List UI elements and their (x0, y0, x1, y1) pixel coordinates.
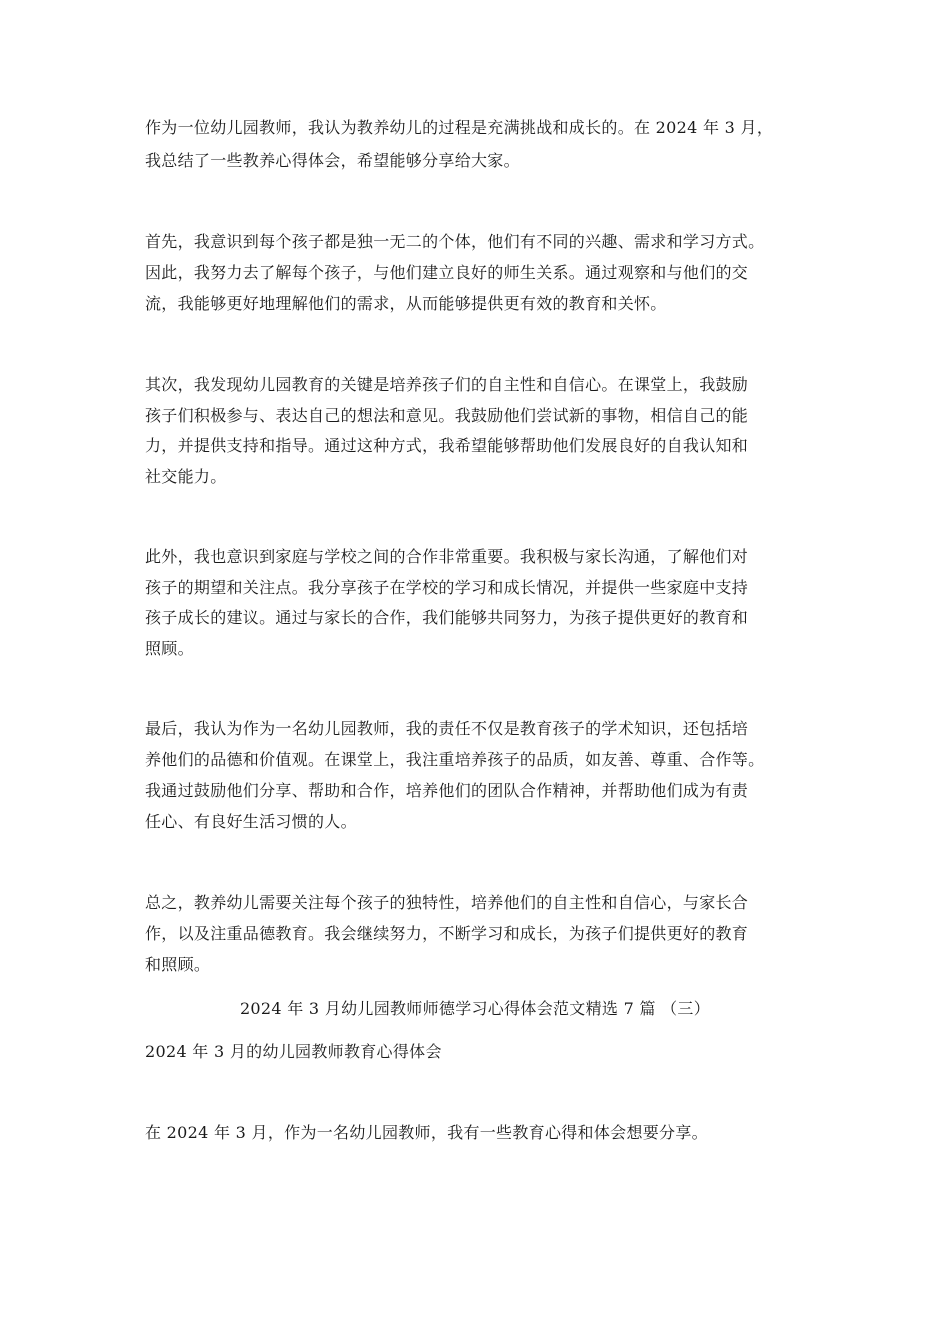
paragraph-4-line-4: 照顾。 (145, 639, 194, 658)
paragraph-2-line-2: 因此，我努力去了解每个孩子，与他们建立良好的师生关系。通过观察和与他们的交 (145, 263, 749, 282)
paragraph-6-line-2: 作，以及注重品德教育。我会继续努力，不断学习和成长，为孩子们提供更好的教育 (145, 924, 749, 943)
paragraph-3-line-2: 孩子们积极参与、表达自己的想法和意见。我鼓励他们尝试新的事物，相信自己的能 (145, 406, 749, 425)
paragraph-4-line-3: 孩子成长的建议。通过与家长的合作，我们能够共同努力，为孩子提供更好的教育和 (145, 608, 749, 627)
paragraph-1-line-1: 作为一位幼儿园教师，我认为教养幼儿的过程是充满挑战和成长的。在 2024 年 3 月， (145, 118, 774, 137)
paragraph-6-line-3: 和照顾。 (145, 955, 211, 974)
paragraph-3-line-4: 社交能力。 (145, 467, 227, 486)
paragraph-6-line-1: 总之，教养幼儿需要关注每个孩子的独特性，培养他们的自主性和自信心，与家长合 (145, 893, 749, 912)
paragraph-4-line-1: 此外，我也意识到家庭与学校之间的合作非常重要。我积极与家长沟通，了解他们对 (145, 547, 749, 566)
paragraph-2-line-1: 首先，我意识到每个孩子都是独一无二的个体，他们有不同的兴趣、需求和学习方式。 (145, 232, 765, 251)
intro-paragraph: 在 2024 年 3 月，作为一名幼儿园教师，我有一些教育心得和体会想要分享。 (145, 1123, 708, 1142)
paragraph-3-line-3: 力，并提供支持和指导。通过这种方式，我希望能够帮助他们发展良好的自我认知和 (145, 436, 749, 455)
paragraph-5-line-2: 养他们的品德和价值观。在课堂上，我注重培养孩子的品质，如友善、尊重、合作等。 (145, 750, 765, 769)
paragraph-5-line-3: 我通过鼓励他们分享、帮助和合作，培养他们的团队合作精神，并帮助他们成为有责 (145, 781, 749, 800)
paragraph-4-line-2: 孩子的期望和关注点。我分享孩子在学校的学习和成长情况，并提供一些家庭中支持 (145, 578, 749, 597)
paragraph-5-line-1: 最后，我认为作为一名幼儿园教师，我的责任不仅是教育孩子的学术知识，还包括培 (145, 719, 749, 738)
section-heading: 2024 年 3 月幼儿园教师师德学习心得体会范文精选 7 篇 （三） (239, 999, 711, 1018)
paragraph-3-line-1: 其次，我发现幼儿园教育的关键是培养孩子们的自主性和自信心。在课堂上，我鼓励 (145, 375, 749, 394)
paragraph-2-line-3: 流，我能够更好地理解他们的需求，从而能够提供更有效的教育和关怀。 (145, 294, 667, 313)
article-title: 2024 年 3 月的幼儿园教师教育心得体会 (145, 1042, 442, 1061)
paragraph-5-line-4: 任心、有良好生活习惯的人。 (145, 812, 357, 831)
paragraph-1-line-2: 我总结了一些教养心得体会，希望能够分享给大家。 (145, 151, 520, 170)
